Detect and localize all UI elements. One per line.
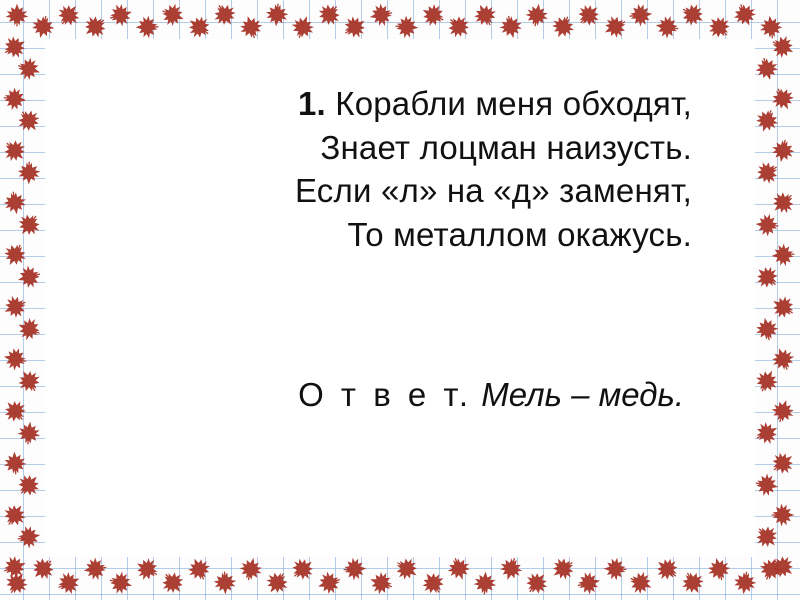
answer-value: Мель – медь. — [481, 376, 684, 414]
slide-content-panel — [46, 40, 754, 556]
riddle-line-3: Если «л» на «д» заменят, — [294, 172, 692, 210]
riddle-line-4: То металлом окажусь. — [347, 215, 692, 253]
answer-label: О т в е т. — [298, 376, 473, 414]
answer-line — [106, 376, 698, 414]
riddle-line-1 — [106, 82, 692, 126]
riddle-line-2: Знает лоцман наизусть. — [320, 128, 692, 166]
riddle-text — [106, 82, 698, 256]
riddle-number: 1. — [297, 85, 326, 122]
riddle-line-1-text: Корабли меня обходят, — [335, 85, 692, 122]
text-block — [106, 82, 698, 536]
